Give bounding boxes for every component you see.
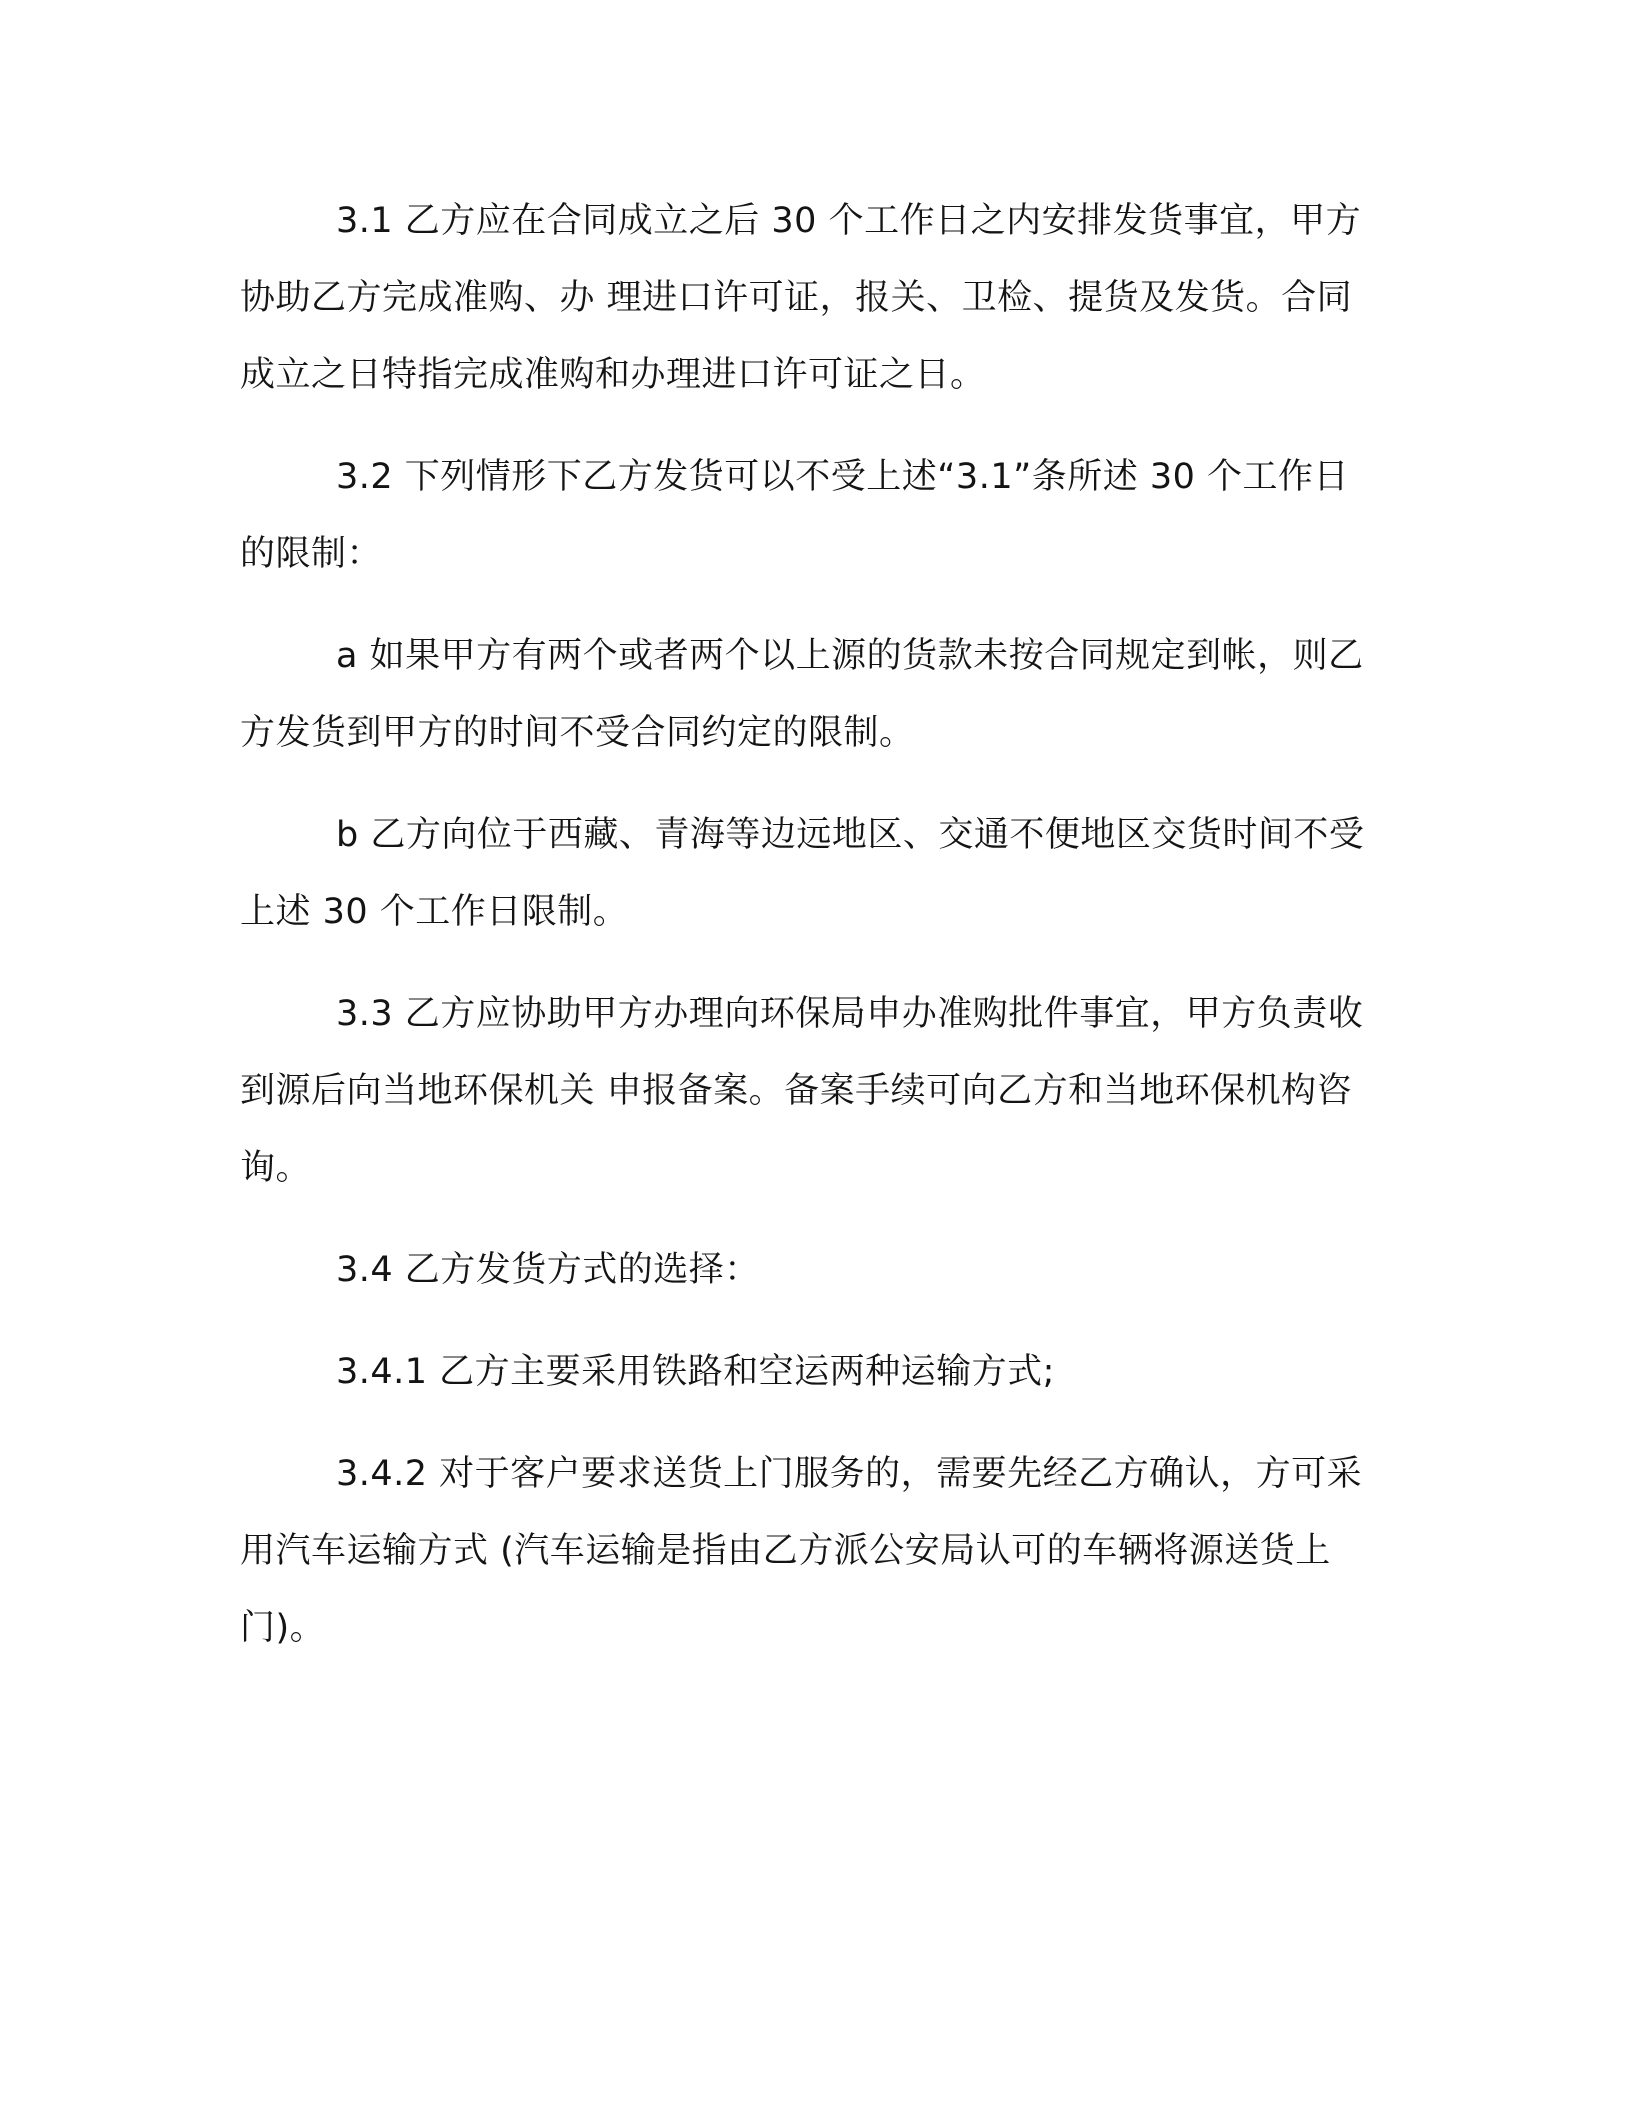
document-body <box>240 183 1380 1667</box>
clause-3-2-b: b 乙方向位于西藏、青海等边远地区、交通不便地区交货时间不受上述 30 个工作日限制。 <box>240 815 1365 932</box>
clause-3-4: 3.4 乙方发货方式的选择： <box>336 1250 760 1290</box>
clause-3-4-2: 3.4.2 对于客户要求送货上门服务的，需要先经乙方确认，方可采用汽车运输方式 (汽车运输是指由乙方派公安局认可的车辆将源送货上门)。 <box>240 1454 1363 1648</box>
clause-3-1: 3.1 乙方应在合同成立之后 30 个工作日之内安排发货事宜，甲方协助乙方完成准购、办 理进口许可证，报关、卫检、提货及发货。合同成立之日特指完成准购和办理进口许可证之日。 <box>240 201 1362 395</box>
clause-3-2-a: a 如果甲方有两个或者两个以上源的货款未按合同规定到帐，则乙方发货到甲方的时间不受合同约定的限制。 <box>240 636 1364 753</box>
clause-3-3: 3.3 乙方应协助甲方办理向环保局申办准购批件事宜，甲方负责收到源后向当地环保机关 申报备案。备案手续可向乙方和当地环保机构咨询。 <box>240 994 1364 1188</box>
clause-3-4-1: 3.4.1 乙方主要采用铁路和空运两种运输方式; <box>336 1352 1055 1392</box>
clause-3-2: 3.2 下列情形下乙方发货可以不受上述“3.1”条所述 30 个工作日的限制： <box>240 457 1350 574</box>
